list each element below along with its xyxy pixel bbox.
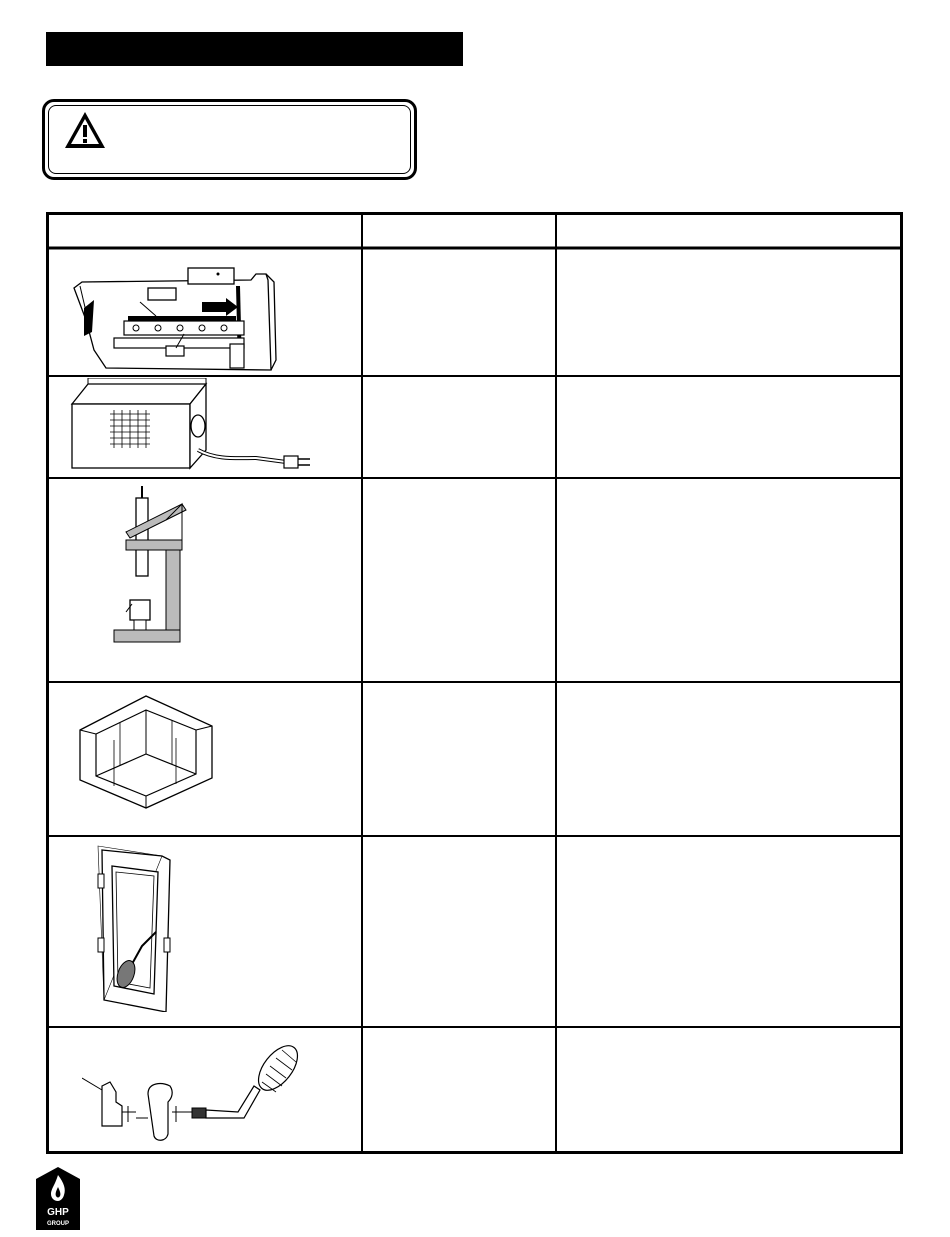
glass-door-illustration xyxy=(94,842,184,1012)
svg-text:GHP: GHP xyxy=(47,1207,69,1218)
vent-pipe-illustration xyxy=(106,484,206,650)
components-table xyxy=(46,212,903,1154)
section-title-bar xyxy=(46,32,463,66)
firebrick-liner-illustration xyxy=(76,692,216,812)
warning-box xyxy=(42,99,417,180)
ghp-group-logo xyxy=(34,1167,82,1230)
svg-text:GROUP: GROUP xyxy=(46,1221,70,1227)
warning-triangle-icon xyxy=(63,110,107,150)
blower-illustration xyxy=(66,378,336,476)
door-handle-illustration xyxy=(82,1042,312,1150)
burner-assembly-illustration xyxy=(66,260,296,372)
